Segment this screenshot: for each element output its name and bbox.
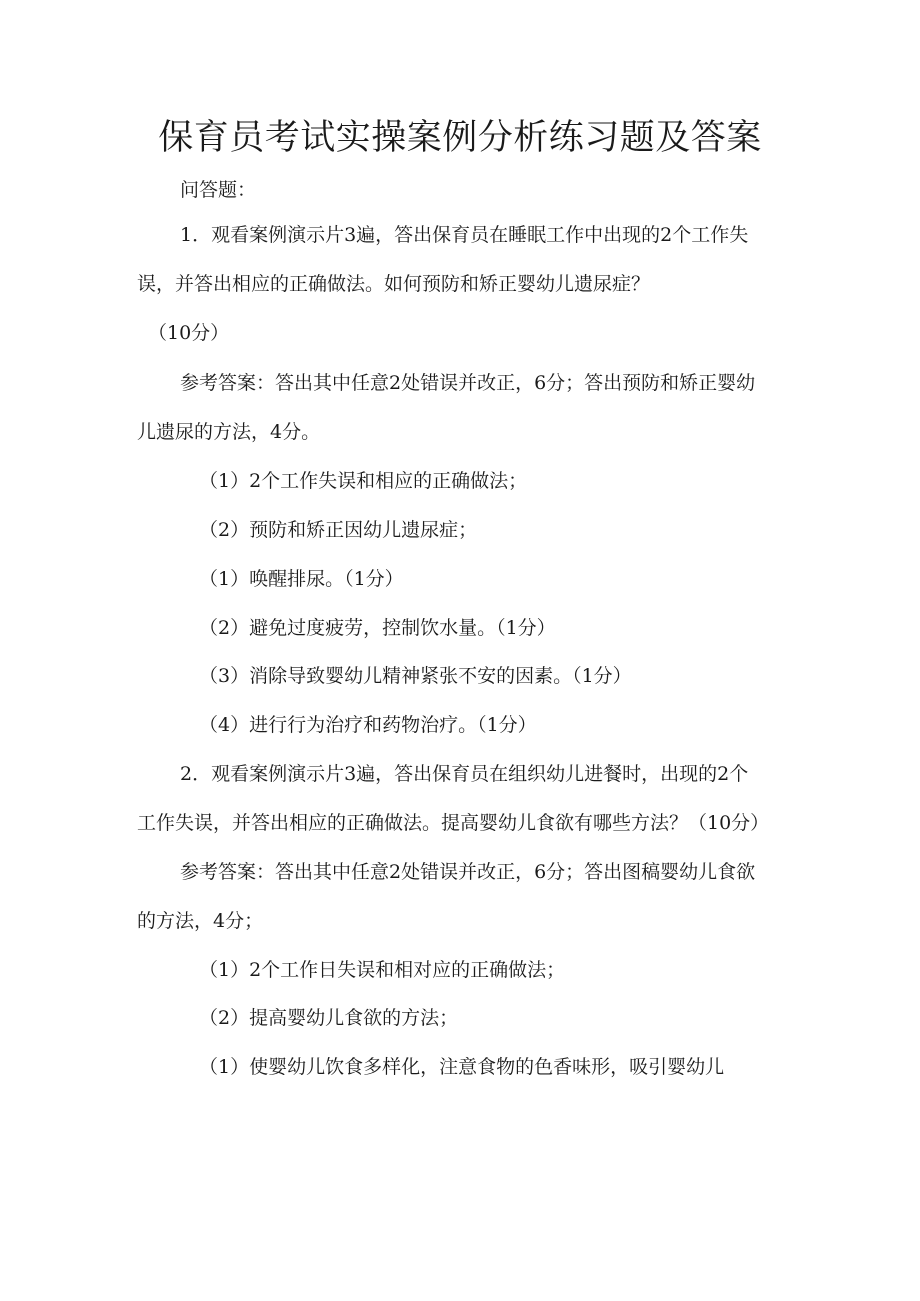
section-heading: 问答题： [180, 179, 257, 201]
question-2-text: 工作失误，并答出相应的正确做法。提高婴幼儿食欲有哪些方法？（10分） [137, 812, 770, 834]
answer-1-item: （4）进行行为治疗和药物治疗。（1分） [199, 714, 537, 736]
answer-2-item: （1）使婴幼儿饮食多样化，注意食物的色香味形，吸引婴幼儿 [199, 1056, 725, 1078]
answer-1-item: （2）避免过度疲劳，控制饮水量。（1分） [199, 617, 556, 639]
answer-2-item: （1）2个工作日失误和相对应的正确做法； [199, 959, 566, 981]
answer-2-text: 参考答案：答出其中任意2处错误并改正，6分；答出图稿婴幼儿食欲 [180, 861, 756, 883]
question-1-text: 1．观看案例演示片3遍，答出保育员在睡眠工作中出现的2个工作失 [180, 224, 749, 246]
document-title: 保育员考试实操案例分析练习题及答案 [158, 118, 762, 158]
question-2-text: 2．观看案例演示片3遍，答出保育员在组织幼儿进餐时，出现的2个 [180, 763, 749, 785]
answer-1-text: 参考答案：答出其中任意2处错误并改正，6分；答出预防和矫正婴幼 [180, 372, 756, 394]
answer-1-item: （1）唤醒排尿。（1分） [199, 568, 404, 590]
answer-1-item: （2）预防和矫正因幼儿遗尿症； [199, 519, 478, 541]
answer-1-item: （1）2个工作失误和相应的正确做法； [199, 470, 528, 492]
answer-2-text: 的方法，4分； [137, 910, 264, 932]
answer-1-text: 儿遗尿的方法，4分。 [137, 421, 321, 443]
answer-1-item: （3）消除导致婴幼儿精神紧张不安的因素。（1分） [199, 665, 632, 687]
answer-2-item: （2）提高婴幼儿食欲的方法； [199, 1007, 459, 1029]
question-1-text: 误，并答出相应的正确做法。如何预防和矫正婴幼儿遗尿症？ [137, 273, 651, 295]
question-1-score: （10分） [148, 322, 230, 344]
